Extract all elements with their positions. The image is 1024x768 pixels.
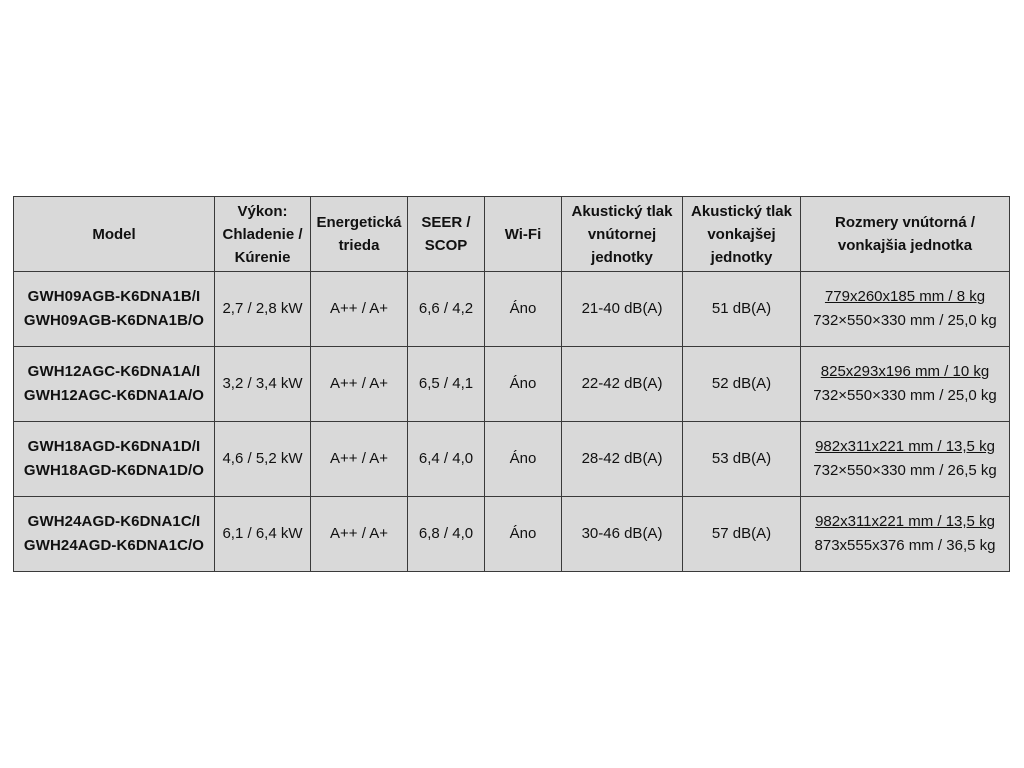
model-indoor: GWH24AGD-K6DNA1C/I — [27, 513, 201, 530]
cell-power: 2,7 / 2,8 kW — [215, 272, 311, 347]
cell-power: 3,2 / 3,4 kW — [215, 347, 311, 422]
cell-model — [14, 347, 215, 422]
cell-wifi: Áno — [485, 497, 562, 572]
dim-indoor: 825x293x196 mm / 10 kg — [820, 363, 990, 380]
header-seer-scop: SEER / SCOP — [408, 197, 485, 272]
header-noise-indoor: Akustický tlak vnútornej jednotky — [562, 197, 683, 272]
dim-indoor: 982x311x221 mm / 13,5 kg — [815, 438, 995, 455]
model-outdoor: GWH18AGD-K6DNA1D/O — [23, 462, 205, 479]
cell-dimensions — [801, 347, 1010, 422]
dim-outdoor: 732×550×330 mm / 25,0 kg — [813, 312, 997, 329]
table-row — [14, 272, 1010, 347]
cell-model — [14, 422, 215, 497]
header-noise-outdoor: Akustický tlak vonkajšej jednotky — [683, 197, 801, 272]
model-outdoor: GWH09AGB-K6DNA1B/O — [23, 312, 205, 329]
model-indoor: GWH09AGB-K6DNA1B/I — [27, 288, 201, 305]
cell-energy-class: A++ / A+ — [311, 347, 408, 422]
cell-energy-class: A++ / A+ — [311, 497, 408, 572]
cell-noise-indoor: 28-42 dB(A) — [562, 422, 683, 497]
table-row — [14, 422, 1010, 497]
cell-wifi: Áno — [485, 347, 562, 422]
model-outdoor: GWH12AGC-K6DNA1A/O — [23, 387, 205, 404]
cell-noise-indoor: 21-40 dB(A) — [562, 272, 683, 347]
cell-wifi: Áno — [485, 422, 562, 497]
cell-dimensions — [801, 497, 1010, 572]
cell-power: 6,1 / 6,4 kW — [215, 497, 311, 572]
header-energy-class: Energetická trieda — [311, 197, 408, 272]
cell-seer-scop: 6,4 / 4,0 — [408, 422, 485, 497]
cell-noise-indoor: 22-42 dB(A) — [562, 347, 683, 422]
model-indoor: GWH12AGC-K6DNA1A/I — [27, 363, 201, 380]
dim-outdoor: 873x555x376 mm / 36,5 kg — [814, 537, 996, 554]
cell-noise-outdoor: 57 dB(A) — [683, 497, 801, 572]
cell-wifi: Áno — [485, 272, 562, 347]
model-outdoor: GWH24AGD-K6DNA1C/O — [23, 537, 205, 554]
header-power: Výkon: Chladenie / Kúrenie — [215, 197, 311, 272]
cell-power: 4,6 / 5,2 kW — [215, 422, 311, 497]
cell-dimensions — [801, 422, 1010, 497]
cell-energy-class: A++ / A+ — [311, 272, 408, 347]
header-dimensions: Rozmery vnútorná / vonkajšia jednotka — [801, 197, 1010, 272]
cell-seer-scop: 6,5 / 4,1 — [408, 347, 485, 422]
header-row — [14, 197, 1010, 272]
cell-model — [14, 272, 215, 347]
header-model: Model — [14, 197, 215, 272]
cell-noise-indoor: 30-46 dB(A) — [562, 497, 683, 572]
table-row — [14, 347, 1010, 422]
model-indoor: GWH18AGD-K6DNA1D/I — [27, 438, 201, 455]
dim-indoor: 982x311x221 mm / 13,5 kg — [815, 513, 995, 530]
dim-indoor: 779x260x185 mm / 8 kg — [824, 288, 986, 305]
cell-noise-outdoor: 51 dB(A) — [683, 272, 801, 347]
table-row — [14, 497, 1010, 572]
cell-noise-outdoor: 53 dB(A) — [683, 422, 801, 497]
cell-model — [14, 497, 215, 572]
cell-seer-scop: 6,8 / 4,0 — [408, 497, 485, 572]
dim-outdoor: 732×550×330 mm / 25,0 kg — [813, 387, 997, 404]
cell-energy-class: A++ / A+ — [311, 422, 408, 497]
cell-dimensions — [801, 272, 1010, 347]
spec-table — [13, 196, 1010, 572]
dim-outdoor: 732×550×330 mm / 26,5 kg — [813, 462, 997, 479]
cell-noise-outdoor: 52 dB(A) — [683, 347, 801, 422]
header-wifi: Wi-Fi — [485, 197, 562, 272]
cell-seer-scop: 6,6 / 4,2 — [408, 272, 485, 347]
